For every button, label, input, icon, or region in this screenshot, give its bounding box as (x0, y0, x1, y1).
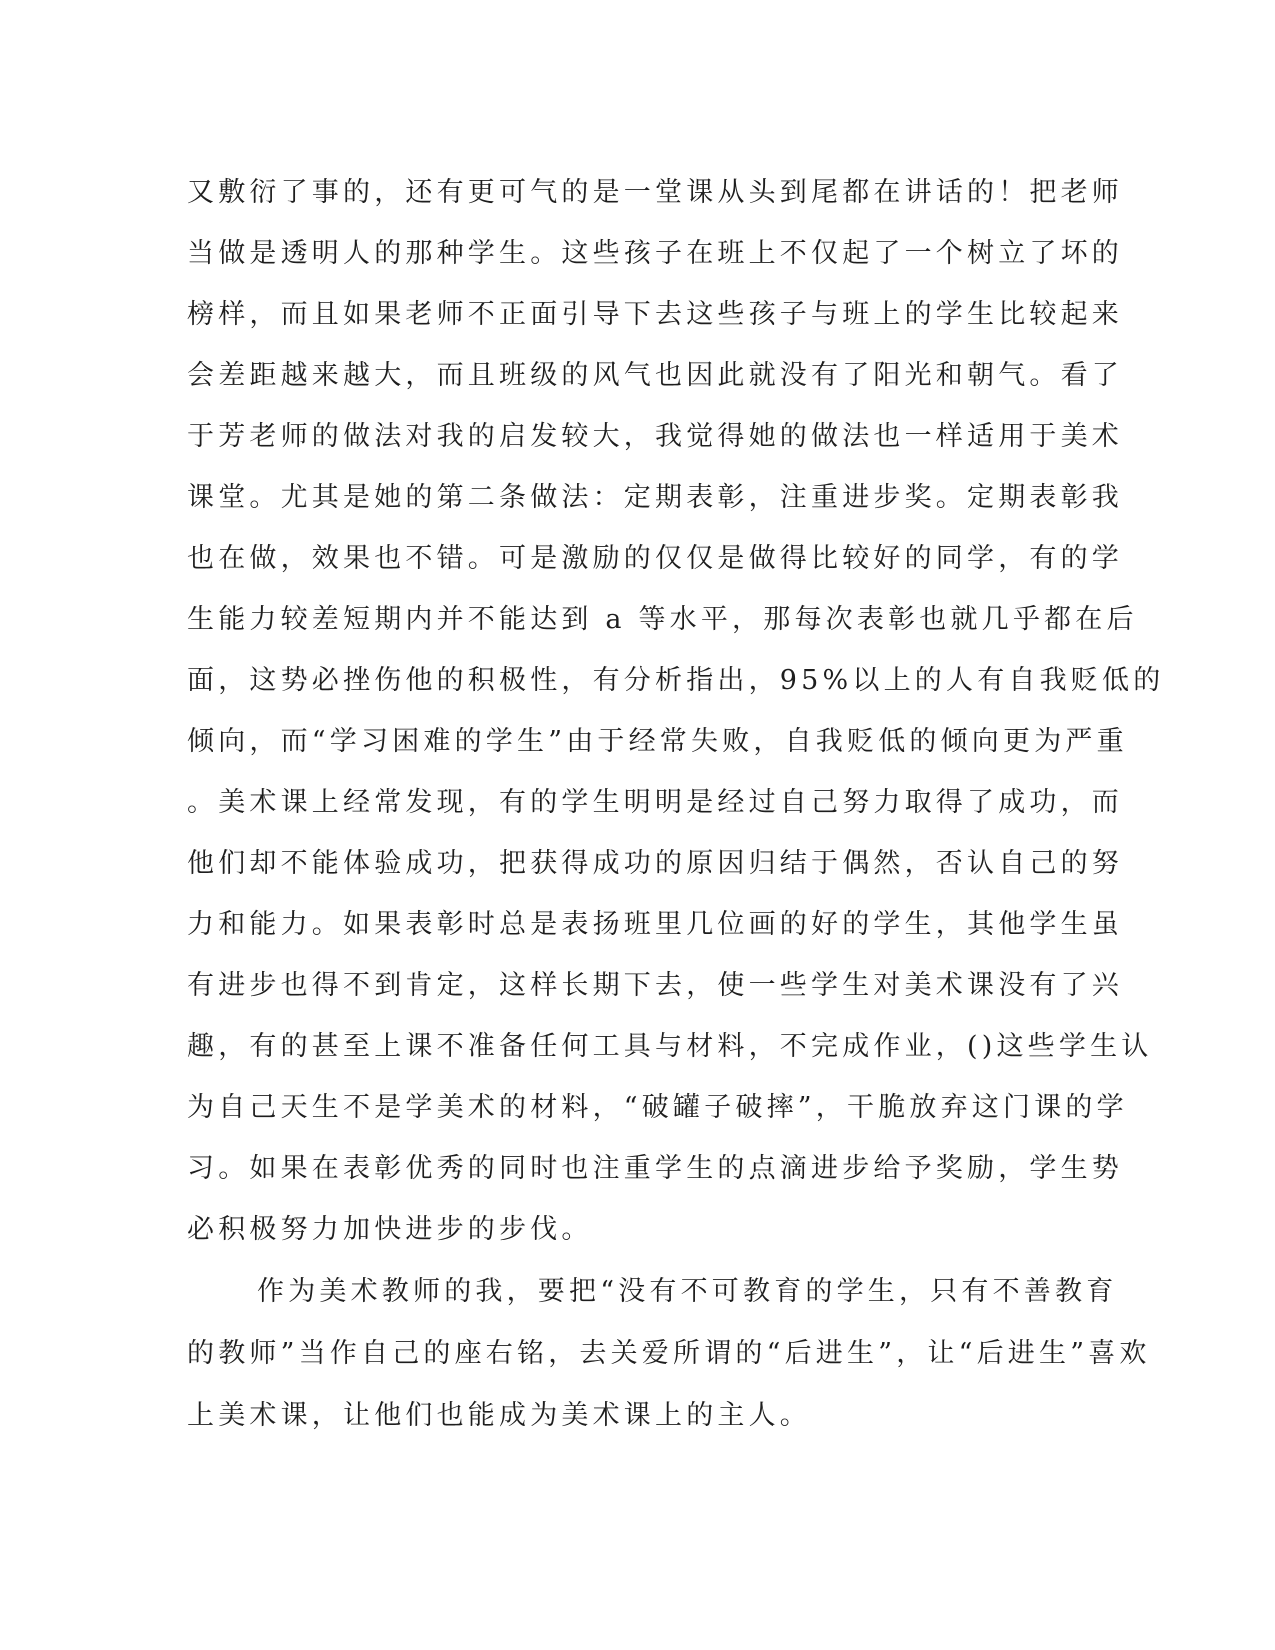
text-line: 于芳老师的做法对我的启发较大，我觉得她的做法也一样适用于美术 (187, 421, 1123, 452)
text-line: 面，这势必挫伤他的积极性，有分析指出，95%以上的人有自我贬低的 (187, 665, 1165, 696)
text-line: 的教师”当作自己的座右铭，去关爱所谓的“后进生”，让“后进生”喜欢 (187, 1338, 1151, 1369)
paragraph-2 (187, 1261, 1151, 1447)
text-line: 力和能力。如果表彰时总是表扬班里几位画的好的学生，其他学生虽 (187, 909, 1123, 940)
text-line: 当做是透明人的那种学生。这些孩子在班上不仅起了一个树立了坏的 (187, 238, 1123, 269)
paragraph-1 (187, 162, 1165, 1260)
text-line: 必积极努力加快进步的步伐。 (187, 1214, 593, 1245)
text-line: 他们却不能体验成功，把获得成功的原因归结于偶然，否认自己的努 (187, 848, 1123, 879)
text-line: 又敷衍了事的，还有更可气的是一堂课从头到尾都在讲话的！把老师 (187, 177, 1123, 208)
text-line: 习。如果在表彰优秀的同时也注重学生的点滴进步给予奖励，学生势 (187, 1153, 1123, 1184)
text-line: 会差距越来越大，而且班级的风气也因此就没有了阳光和朝气。看了 (187, 360, 1123, 391)
text-line: 也在做，效果也不错。可是激励的仅仅是做得比较好的同学，有的学 (187, 543, 1123, 574)
text-line: 有进步也得不到肯定，这样长期下去，使一些学生对美术课没有了兴 (187, 970, 1123, 1001)
text-line: 榜样，而且如果老师不正面引导下去这些孩子与班上的学生比较起来 (187, 299, 1123, 330)
text-line: 作为美术教师的我，要把“没有不可教育的学生，只有不善教育 (257, 1276, 1118, 1307)
text-line: 。美术课上经常发现，有的学生明明是经过自己努力取得了成功，而 (187, 787, 1123, 818)
text-line: 倾向，而“学习困难的学生”由于经常失败，自我贬低的倾向更为严重 (187, 726, 1128, 757)
text-line: 上美术课，让他们也能成为美术课上的主人。 (187, 1400, 811, 1431)
text-line: 为自己天生不是学美术的材料，“破罐子破摔”，干脆放弃这门课的学 (187, 1092, 1128, 1123)
text-line: 生能力较差短期内并不能达到 a 等水平，那每次表彰也就几乎都在后 (187, 604, 1138, 635)
text-line: 课堂。尤其是她的第二条做法：定期表彰，注重进步奖。定期表彰我 (187, 482, 1123, 513)
text-line: 趣，有的甚至上课不准备任何工具与材料，不完成作业，()这些学生认 (187, 1031, 1153, 1062)
